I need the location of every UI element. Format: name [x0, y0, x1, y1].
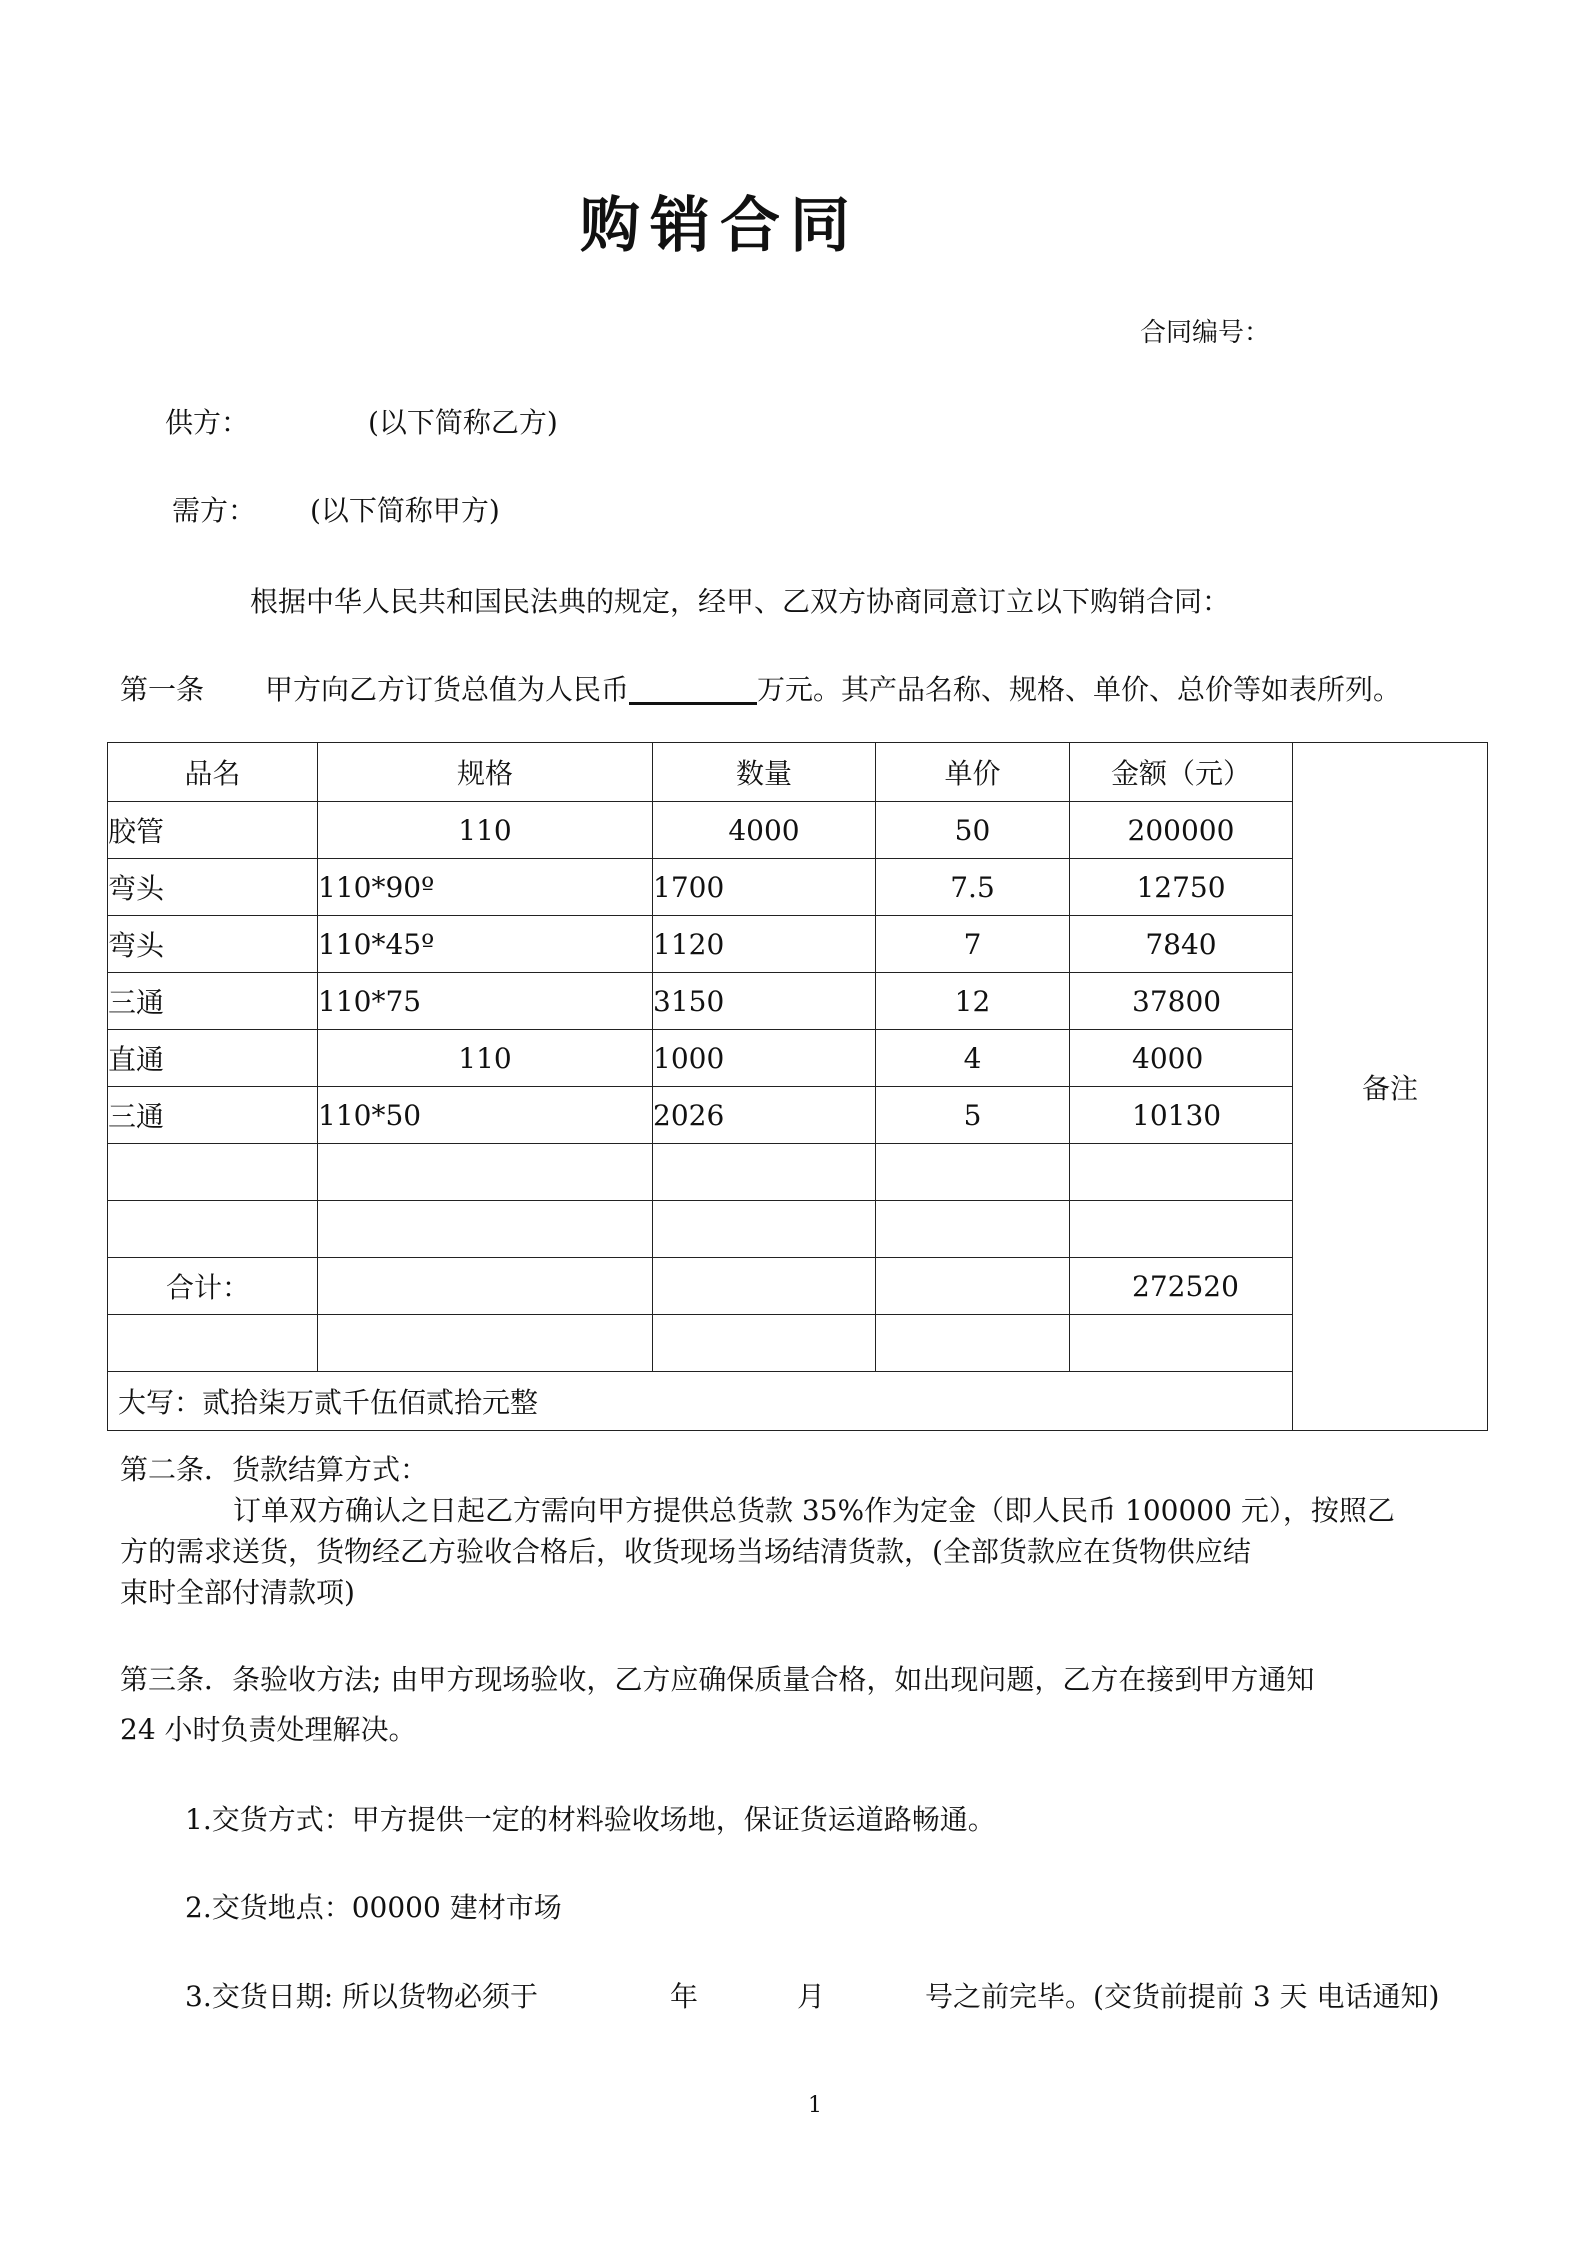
cell-spec: 110*90º: [318, 859, 653, 916]
delivery-year: 年: [670, 1980, 699, 2013]
cell-unit-price: 12: [876, 973, 1070, 1030]
header-unit-price: 单价: [876, 743, 1070, 802]
amount-blank: [629, 674, 757, 705]
article2-line2: 方的需求送货，货物经乙方验收合格后，收货现场当场结清货款，(全部货款应在货物供应结: [120, 1535, 1251, 1568]
cell-unit-price: 7.5: [876, 859, 1070, 916]
cell-spec: 110: [318, 802, 653, 859]
cell-amount: 10130: [1070, 1087, 1293, 1144]
contract-number-label: 合同编号：: [1140, 318, 1271, 348]
table-header-row: [108, 743, 1488, 802]
cell-amount: 37800: [1070, 973, 1293, 1030]
delivery-place: 2.交货地点：00000 建材市场: [185, 1891, 562, 1924]
preamble: 根据中华人民共和国民法典的规定，经甲、乙双方协商同意订立以下购销合同：: [250, 585, 1231, 618]
cell-name: 弯头: [108, 859, 318, 916]
header-amount: 金额（元）: [1070, 743, 1293, 802]
delivery-month: 月: [797, 1980, 826, 2013]
article1-text-after: 万元。其产品名称、规格、单价、总价等如表所列。: [757, 673, 1402, 706]
buyer-alias: (以下简称甲方): [310, 494, 500, 527]
total-label: 合计：: [108, 1258, 318, 1315]
cell-quantity: 4000: [653, 802, 876, 859]
article2-line3: 束时全部付清款项): [120, 1576, 355, 1609]
cell-spec: 110: [318, 1030, 653, 1087]
cell-quantity: 1000: [653, 1030, 876, 1087]
cell-spec: 110*75: [318, 973, 653, 1030]
article3-line2: 24 小时负责处理解决。: [120, 1713, 417, 1746]
table-row: [108, 802, 1488, 859]
delivery-method: 1.交货方式：甲方提供一定的材料验收场地，保证货运道路畅通。: [185, 1803, 996, 1836]
supplier-alias: (以下简称乙方): [368, 406, 558, 439]
table-daxie-row: [108, 1372, 1488, 1431]
cell-quantity: 1700: [653, 859, 876, 916]
cell-quantity: 1120: [653, 916, 876, 973]
header-name: 品名: [108, 743, 318, 802]
header-spec: 规格: [318, 743, 653, 802]
table-row: [108, 859, 1488, 916]
cell-unit-price: 50: [876, 802, 1070, 859]
cell-amount: 7840: [1070, 916, 1293, 973]
table-row: [108, 1030, 1488, 1087]
article1-label: 第一条: [120, 673, 205, 706]
cell-name: 弯头: [108, 916, 318, 973]
article2-line1: 订单双方确认之日起乙方需向甲方提供总货款 35%作为定金（即人民币 100000 元），按照乙: [233, 1494, 1395, 1527]
article1-text: [265, 670, 1401, 710]
article1-text-before: 甲方向乙方订货总值为人民币: [265, 673, 630, 706]
amount-in-words: 大写：贰拾柒万贰千伍佰贰拾元整: [108, 1372, 1293, 1431]
table-row: [108, 973, 1488, 1030]
cell-amount: 12750: [1070, 859, 1293, 916]
table-total-row: [108, 1258, 1488, 1315]
cell-spec: 110*45º: [318, 916, 653, 973]
cell-name: 三通: [108, 1087, 318, 1144]
cell-amount: 4000: [1070, 1030, 1293, 1087]
cell-spec: 110*50: [318, 1087, 653, 1144]
delivery-date-suffix: 号之前完毕。(交货前提前 3 天 电话通知): [925, 1980, 1440, 2013]
cell-unit-price: 4: [876, 1030, 1070, 1087]
table-row-empty: [108, 1201, 1488, 1258]
delivery-date-prefix: 3.交货日期: 所以货物必须于: [185, 1980, 539, 2013]
page-number: 1: [808, 2093, 822, 2118]
cell-unit-price: 5: [876, 1087, 1070, 1144]
table-row: [108, 916, 1488, 973]
cell-quantity: 2026: [653, 1087, 876, 1144]
cell-unit-price: 7: [876, 916, 1070, 973]
header-quantity: 数量: [653, 743, 876, 802]
cell-name: 直通: [108, 1030, 318, 1087]
article2-heading: 第二条．货款结算方式：: [120, 1453, 429, 1486]
cell-quantity: 3150: [653, 973, 876, 1030]
page-title: 购销合同: [580, 191, 860, 261]
cell-amount: 200000: [1070, 802, 1293, 859]
cell-name: 三通: [108, 973, 318, 1030]
goods-table: [107, 742, 1488, 1431]
buyer-label: 需方：: [172, 494, 257, 527]
header-remark: 备注: [1293, 743, 1488, 1431]
table-row: [108, 1087, 1488, 1144]
supplier-label: 供方：: [165, 406, 250, 439]
cell-name: 胶管: [108, 802, 318, 859]
article3-line1: 第三条．条验收方法; 由甲方现场验收，乙方应确保质量合格，如出现问题，乙方在接到甲方通知: [120, 1663, 1315, 1696]
total-value: 272520: [1070, 1258, 1293, 1315]
table-row-empty: [108, 1315, 1488, 1372]
table-row-empty: [108, 1144, 1488, 1201]
